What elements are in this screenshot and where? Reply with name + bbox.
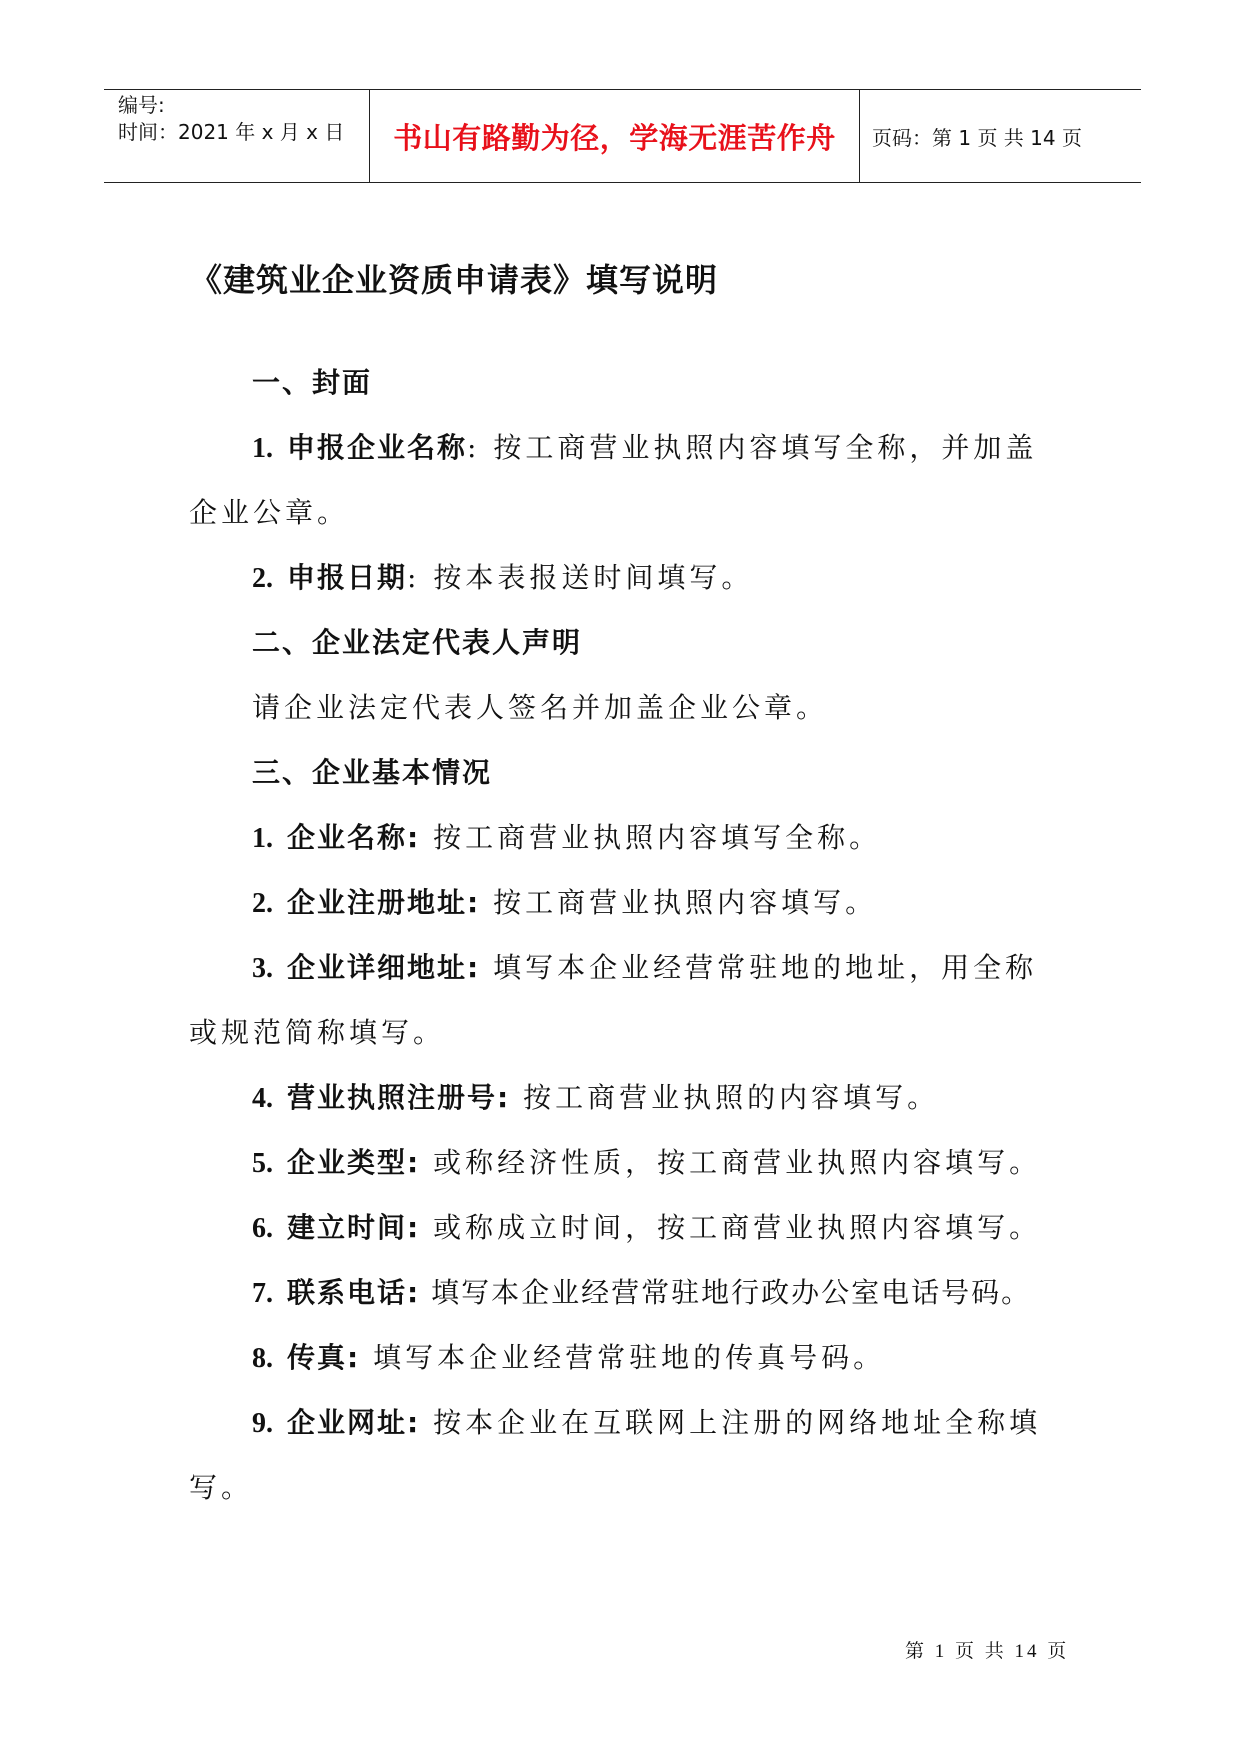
item-text: 或称成立时间，按工商营业执照内容填写。: [433, 1211, 1042, 1244]
document-title: 《建筑业企业资质申请表》填写说明: [190, 261, 719, 299]
item-separator: :: [407, 561, 421, 594]
page-footer: 第 1 页 共 14 页: [905, 1641, 1070, 1662]
item-number: 7.: [252, 1278, 273, 1309]
page-header: [104, 89, 1141, 183]
item-number: 4.: [252, 1083, 273, 1114]
list-item: [252, 816, 881, 856]
item-label: 企业网址:: [287, 1406, 421, 1439]
list-item: [252, 1076, 939, 1116]
list-item: [252, 1206, 1041, 1246]
header-page-info: 页码：第 1 页 共 14 页: [872, 125, 1082, 150]
list-item: [252, 1401, 1041, 1441]
item-text: 填写本企业经营常驻地行政办公室电话号码。: [431, 1276, 1032, 1309]
item-label: 企业名称:: [287, 821, 421, 854]
paragraph: 请企业法定代表人签名并加盖企业公章。: [252, 691, 829, 724]
item-number: 2.: [252, 888, 273, 919]
item-text-continued: 写。: [189, 1471, 254, 1504]
item-text: 填写本企业经营常驻地的地址，用全称: [493, 951, 1038, 984]
item-label: 申报企业名称: [287, 431, 468, 464]
item-text: 填写本企业经营常驻地的传真号码。: [373, 1341, 886, 1374]
item-number: 2.: [252, 563, 273, 594]
list-item: [252, 556, 753, 596]
list-item: [252, 1336, 885, 1376]
item-text: 按本企业在互联网上注册的网络地址全称填: [433, 1406, 1042, 1439]
header-time-label: 时间：2021 年 x 月 x 日: [118, 120, 345, 144]
header-meta: [118, 92, 344, 146]
item-label: 企业详细地址:: [287, 951, 481, 984]
item-label: 企业注册地址:: [287, 886, 481, 919]
item-text: 或称经济性质，按工商营业执照内容填写。: [433, 1146, 1042, 1179]
list-item: [252, 881, 877, 921]
item-separator: :: [467, 431, 481, 464]
item-text: 按工商营业执照内容填写全称。: [433, 821, 882, 854]
item-number: 8.: [252, 1343, 273, 1374]
header-divider: [859, 90, 860, 182]
item-label: 企业类型:: [287, 1146, 421, 1179]
list-item: [252, 946, 1037, 986]
item-number: 1.: [252, 433, 273, 464]
item-text: 按工商营业执照的内容填写。: [523, 1081, 940, 1114]
list-item: [252, 426, 1037, 466]
item-label: 传真:: [287, 1341, 361, 1374]
section-heading: 二、企业法定代表人声明: [252, 626, 583, 659]
item-text: 按工商营业执照内容填写。: [493, 886, 878, 919]
section-heading: 一、封面: [252, 366, 373, 399]
item-number: 6.: [252, 1213, 273, 1244]
item-label: 建立时间:: [287, 1211, 421, 1244]
list-item: [252, 1271, 1031, 1311]
item-text-continued: 或规范简称填写。: [189, 1016, 446, 1049]
section-heading: 三、企业基本情况: [252, 756, 493, 789]
header-number-label: 编号:: [118, 93, 165, 117]
item-text-continued: 企业公章。: [189, 496, 350, 529]
item-number: 3.: [252, 953, 273, 984]
item-text: 按工商营业执照内容填写全称，并加盖: [493, 431, 1038, 464]
item-label: 营业执照注册号:: [287, 1081, 511, 1114]
item-number: 5.: [252, 1148, 273, 1179]
item-label: 联系电话:: [287, 1276, 421, 1309]
list-item: [252, 1141, 1041, 1181]
item-number: 9.: [252, 1408, 273, 1439]
item-number: 1.: [252, 823, 273, 854]
header-motto: 书山有路勤为径，学海无涯苦作舟: [393, 120, 836, 155]
item-label: 申报日期: [287, 561, 408, 594]
item-text: 按本表报送时间填写。: [433, 561, 754, 594]
